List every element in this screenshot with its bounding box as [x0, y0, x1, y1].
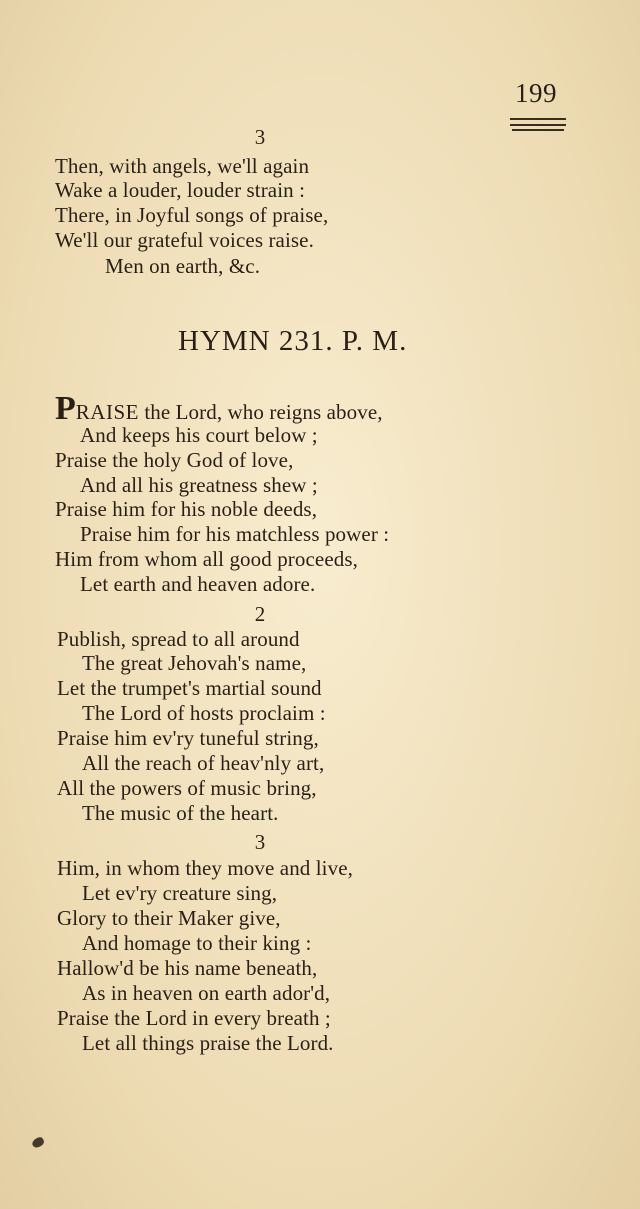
verse-line: The music of the heart. — [82, 801, 279, 825]
refrain-line: Men on earth, &c. — [105, 254, 261, 278]
verse-line: Publish, spread to all around — [57, 627, 300, 651]
verse-line: Then, with angels, we'll again — [55, 154, 310, 178]
verse-line: Praise him for his noble deeds, — [55, 497, 318, 521]
first-word-smallcaps: RAISE — [75, 400, 139, 424]
verse-line: And keeps his court below ; — [80, 423, 318, 447]
verse-line: Hallow'd be his name beneath, — [57, 956, 318, 980]
verse-line: The Lord of hosts proclaim : — [82, 701, 326, 725]
ink-blot — [31, 1136, 46, 1149]
page-number-rule — [512, 129, 564, 131]
drop-cap: P — [55, 390, 76, 427]
stanza-number: 3 — [254, 125, 266, 149]
verse-line-first — [55, 390, 383, 427]
hymn-title: HYMN 231. P. M. — [178, 325, 408, 357]
verse-line: And all his greatness shew ; — [80, 473, 318, 497]
verse-line: Let the trumpet's martial sound — [57, 676, 322, 700]
verse-line: Glory to their Maker give, — [57, 906, 281, 930]
verse-line: All the reach of heav'nly art, — [82, 751, 325, 775]
stanza-number: 3 — [254, 830, 266, 854]
page-number-rule — [510, 118, 566, 120]
verse-line: Praise the Lord in every breath ; — [57, 1006, 331, 1030]
verse-line: Him, in whom they move and live, — [57, 856, 353, 880]
stanza-number: 2 — [254, 602, 266, 626]
verse-line: Him from whom all good proceeds, — [55, 547, 358, 571]
page-number: 199 — [515, 78, 557, 108]
verse-line: And homage to their king : — [82, 931, 312, 955]
verse-line: We'll our grateful voices raise. — [55, 228, 314, 252]
verse-line: Let all things praise the Lord. — [82, 1031, 334, 1055]
verse-line: Praise him ev'ry tuneful string, — [57, 726, 319, 750]
verse-line: All the powers of music bring, — [57, 776, 317, 800]
verse-line: Wake a louder, louder strain : — [55, 178, 306, 202]
verse-line: Praise him for his matchless power : — [80, 522, 390, 546]
verse-line: There, in Joyful songs of praise, — [55, 203, 329, 227]
verse-line: The great Jehovah's name, — [82, 651, 307, 675]
verse-line: Praise the holy God of love, — [55, 448, 294, 472]
page-number-rule — [510, 124, 566, 126]
verse-line: Let ev'ry creature sing, — [82, 881, 278, 905]
verse-line: As in heaven on earth ador'd, — [82, 981, 331, 1005]
first-line-rest: the Lord, who reigns above, — [138, 400, 383, 424]
verse-line: Let earth and heaven adore. — [80, 572, 316, 596]
